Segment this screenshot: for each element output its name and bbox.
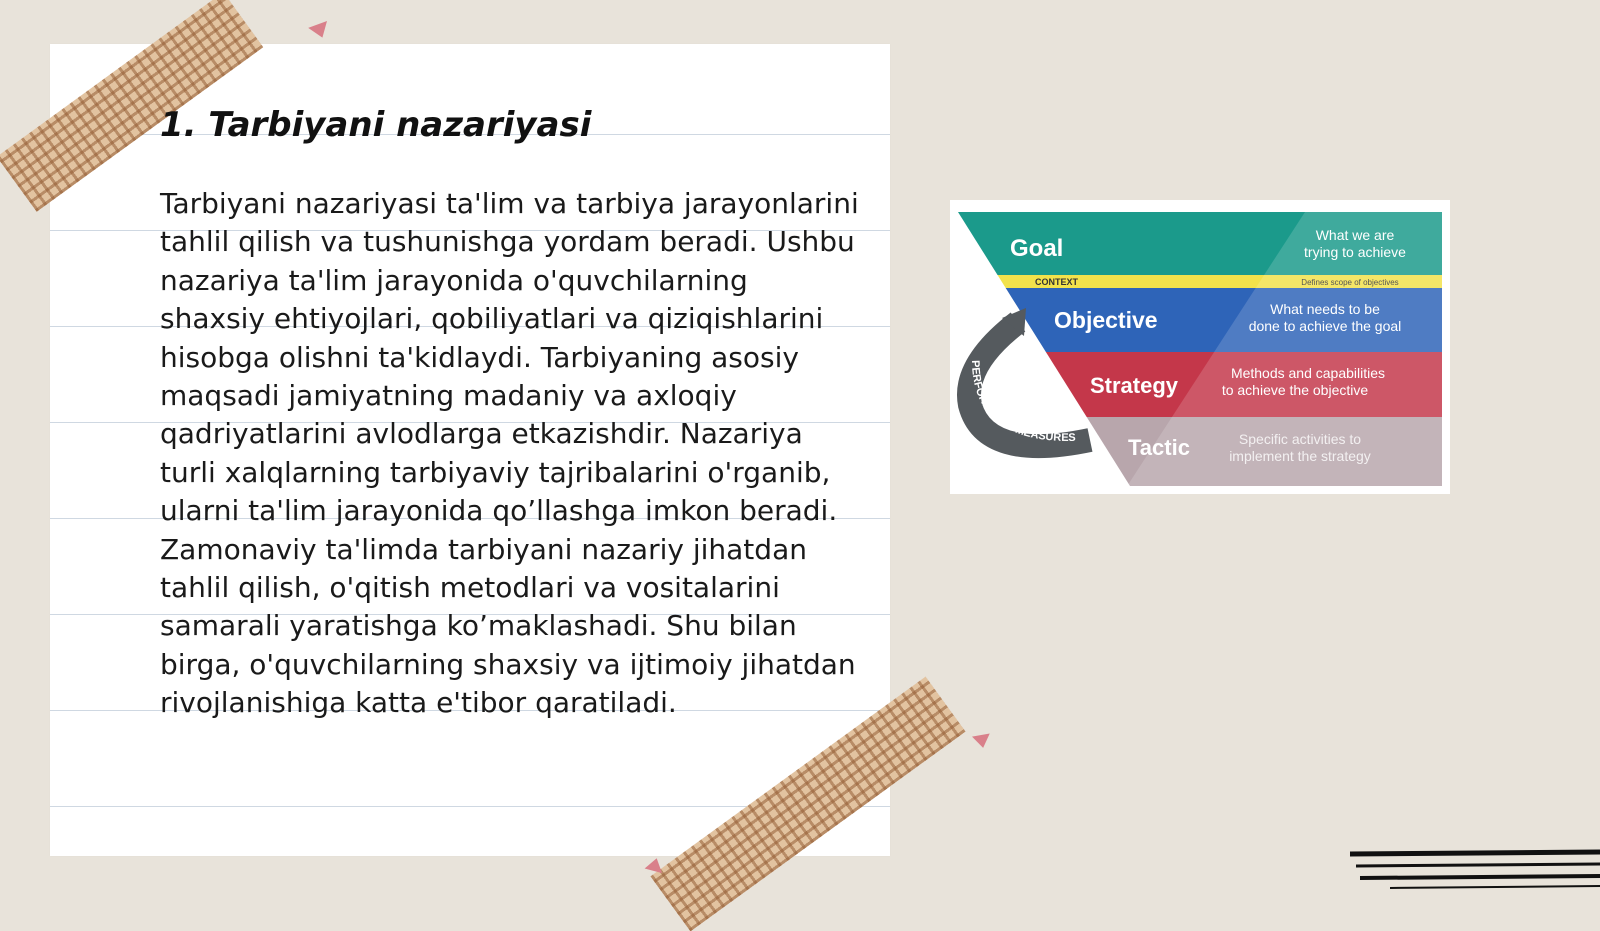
goal-hierarchy-diagram	[950, 200, 1450, 494]
objective-label: Objective	[1054, 307, 1158, 333]
context-label: CONTEXT	[1035, 277, 1079, 287]
goal-desc-1: What we are	[1315, 227, 1395, 243]
strategy-desc-1: Methods and capabilities	[1230, 365, 1386, 381]
pin-right	[972, 734, 992, 750]
pin-bottom	[645, 856, 666, 873]
pin-top	[308, 21, 332, 41]
objective-desc-1: What needs to be	[1270, 301, 1380, 317]
performance-measures-label: PERFORMANCE MEASURES	[968, 359, 1076, 445]
objective-desc-2: done to achieve the goal	[1248, 318, 1402, 334]
goal-label: Goal	[1010, 235, 1064, 262]
tactic-label: Tactic	[1128, 435, 1190, 460]
tactic-desc-1: Specific activities to	[1238, 431, 1362, 447]
strategy-desc-2: to achieve the objective	[1221, 382, 1369, 398]
context-note: Defines scope of objectives	[1301, 278, 1399, 287]
goal-desc-2: trying to achieve	[1304, 244, 1406, 260]
tactic-desc-2: implement the strategy	[1229, 448, 1371, 464]
decorative-scribble	[1350, 848, 1600, 894]
strategy-label: Strategy	[1090, 373, 1179, 398]
slide-title: 1. Tarbiyani nazariyasi	[160, 105, 592, 145]
slide-body-text: Tarbiyani nazariyasi ta'lim va tarbiya jarayonlarini tahlil qilish va tushunishga yordam beradi. Ushbu nazariya ta'lim jarayonida o'quvchilarning shaxsiy ehtiyojlari, qobiliyatlari va qiziqishlarini hisobga olishni ta'kidlaydi. Tarbiyaning asosiy maqsadi jamiyatning madaniy va axloqiy qadriyatlarini avlodlarga etkazishdir. Nazariya turli xalqlarning tarbiyaviy tajribalarini o'rganib, ularni ta'lim jarayonida qo’llashga imkon beradi. Zamonaviy ta'limda tarbiyani nazariy jihatdan tahlil qilish, o'qitish metodlari va vositalarini samarali yaratishga ko’maklashadi. Shu bilan birga, o'quvchilarning shaxsiy va ijtimoiy jihatdan rivojlanishiga katta e'tibor qaratiladi.	[160, 187, 859, 720]
